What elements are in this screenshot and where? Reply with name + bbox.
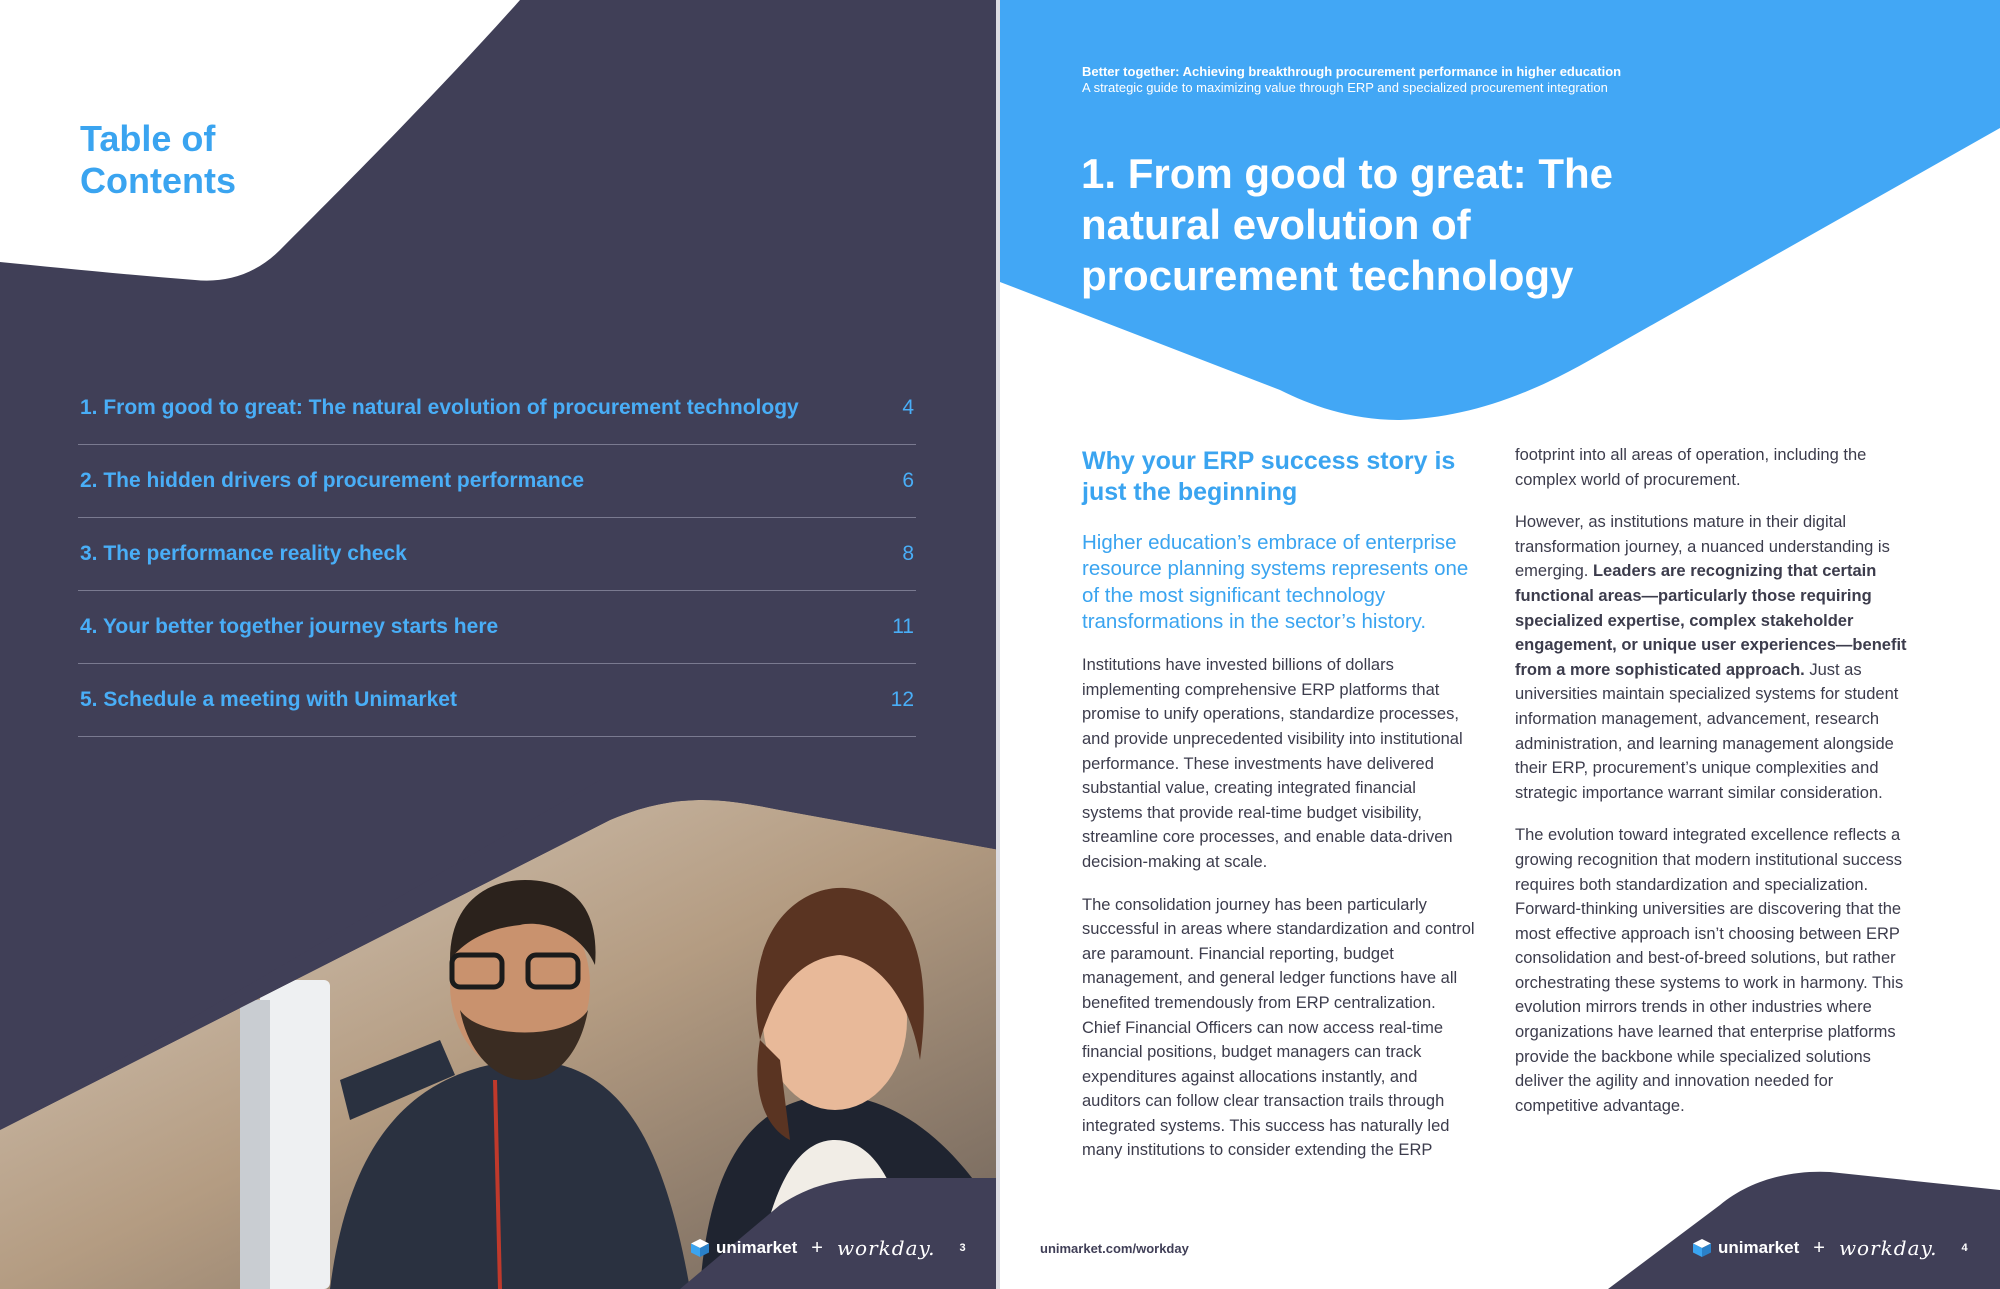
toc-list — [78, 372, 916, 737]
toc-item-page: 6 — [902, 469, 914, 492]
toc-item-label: 2. The hidden drivers of procurement performance — [80, 469, 585, 492]
text-column-right — [1515, 443, 1911, 1136]
plus-sign: + — [1813, 1236, 1825, 1259]
text-column-left — [1082, 446, 1478, 1181]
body-paragraph — [1515, 510, 1911, 805]
toc-item-label: 4. Your better together journey starts here — [80, 615, 499, 638]
toc-item[interactable] — [78, 372, 916, 445]
unimarket-logo: unimarket — [1692, 1238, 1799, 1258]
cube-icon — [1692, 1238, 1712, 1258]
right-page — [1000, 0, 2000, 1289]
body-paragraph: The consolidation journey has been particularly successful in areas where standardization and control are paramount. Financial reporting, budget management, and general ledger functions have all benefited tremendously from ERP centralization. Chief Financial Officers can now access real-time financial positions, budget managers can track expenditures against allocations instantly, and auditors can follow clear transaction trails through integrated systems. This success has naturally led many institutions to consider extending the ERP — [1082, 895, 1475, 1160]
toc-item[interactable] — [78, 518, 916, 591]
footer-logos — [690, 1236, 966, 1260]
toc-item[interactable] — [78, 591, 916, 664]
body-text: Just as universities maintain specialized systems for student information management, advancement, research administration, and learning management alongside their ERP, procurement’s unique complexities and strategic importance warrant similar consideration. — [1515, 660, 1899, 802]
toc-item-label: 1. From good to great: The natural evolution of procurement technology — [80, 396, 799, 419]
running-header-subtitle: A strategic guide to maximizing value through ERP and specialized procurement integration — [1082, 80, 1608, 95]
bold-highlight: Leaders are recognizing that certain functional areas—particularly those requiring specialized expertise, complex stakeholder engagement, or unique user experiences—benefit from a more sophisticated approach. — [1515, 562, 1907, 679]
body-text: However, as institutions mature in their digital transformation journey, a nuanced understanding is emerging. — [1515, 513, 1890, 581]
toc-item-page: 11 — [892, 615, 914, 638]
toc-item-page: 8 — [902, 542, 914, 565]
toc-item[interactable] — [78, 664, 916, 737]
workday-logo: workday. — [836, 1236, 936, 1260]
body-paragraph: footprint into all areas of operation, including the complex world of procurement. — [1515, 446, 1867, 489]
page-number: 4 — [1961, 1242, 1968, 1254]
footer-logos — [1692, 1236, 1968, 1260]
toc-item-label: 3. The performance reality check — [80, 542, 407, 565]
running-header-title: Better together: Achieving breakthrough procurement performance in higher education — [1082, 64, 1622, 79]
body-paragraph: The evolution toward integrated excellence reflects a growing recognition that modern institutional success requires both standardization and specialization. Forward-thinking universities are discovering that the most effective approach isn’t choosing between ERP consolidation and best-of-breed solutions, but rather orchestrating these systems to work in harmony. This evolution mirrors trends in other industries where organizations have learned that enterprise platforms provide the backbone while specialized solutions deliver the agility and innovation needed for competitive advantage. — [1515, 826, 1904, 1115]
plus-sign: + — [811, 1236, 823, 1259]
toc-title: Table of Contents — [80, 118, 236, 201]
page-number: 3 — [959, 1242, 966, 1254]
body-paragraph: Institutions have invested billions of dollars implementing comprehensive ERP platforms that promise to unify operations, standardize processes, and provide unprecedented visibility into institutional performance. These investments have delivered substantial value, creating integrated financial systems that provide real-time budget visibility, streamline core processes, and enable data-driven decision-making at scale. — [1082, 656, 1463, 871]
toc-item-page: 4 — [902, 396, 914, 419]
toc-item-page: 12 — [890, 688, 914, 711]
toc-item-label: 5. Schedule a meeting with Unimarket — [80, 688, 457, 711]
running-header — [1082, 64, 1621, 96]
chapter-title: 1. From good to great: The natural evolution of procurement technology — [1081, 150, 1613, 299]
cube-icon — [690, 1238, 710, 1258]
footer-url-link[interactable]: unimarket.com/workday — [1040, 1241, 1189, 1256]
lead-paragraph: Higher education’s embrace of enterprise resource planning systems represents one of the most significant technology transformations in the sector’s history. — [1082, 531, 1469, 633]
unimarket-logo: unimarket — [690, 1238, 797, 1258]
workday-logo: workday. — [1838, 1236, 1938, 1260]
toc-item[interactable] — [78, 445, 916, 518]
section-heading: Why your ERP success story is just the beginning — [1082, 447, 1456, 506]
